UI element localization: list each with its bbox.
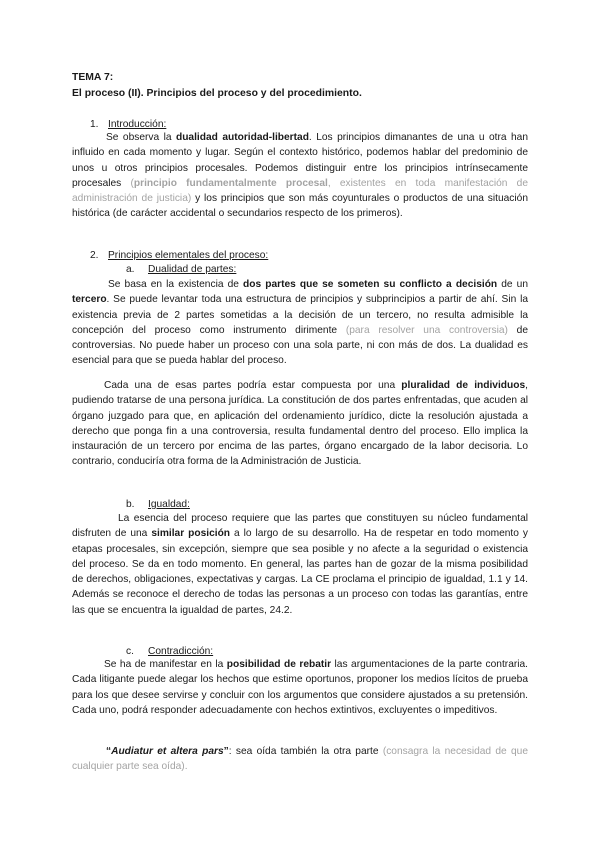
subsection-letter: a.	[126, 264, 135, 275]
paragraph-dualidad-1: Se basa en la existencia de dos partes que se someten su conflicto a decisión de un tercero. Se puede levantar toda una estructura de principios y subprincipios a partir de ahí. Sin la existencia previa de 2 partes sometidas a la decisión de un tercero, no resulta admisible la concepción del proceso como instrumento dirimente (para resolver una controversia) de controversias. No puede haber un proceso con una sola parte, ni con más de dos. La dualidad es esencial para que se pueda hablar del proceso.	[72, 279, 529, 367]
subsection-title: Dualidad de partes:	[148, 264, 237, 275]
subsection-letter: c.	[126, 646, 134, 657]
subsection-title: Contradicción:	[148, 646, 214, 657]
paragraph-igualdad: La esencia del proceso requiere que las partes que constituyen su núcleo fundamental disfruten de una similar posición a lo largo de su desarrollo. Ha de respetar en todo momento y etapas procesales, sin excepción, siempre que sea posible y no afecte a la seguridad o existencia del proceso. Se da en todo momento. En general, las partes han de gozar de la misma posibilidad de derechos, obligaciones, expectativas y cargas. La CE proclama el principio de igualdad, 1.1 y 14. Además se reconoce el derecho de todas las personas a un proceso con todas las garantías, entre las que se encuentra la igualdad de partes, 24.2.	[72, 513, 528, 616]
section-title: Principios elementales del proceso:	[108, 250, 269, 261]
subsection-heading-dualidad	[126, 262, 386, 278]
paragraph-contradiccion: Se ha de manifestar en la posibilidad de rebatir las argumentaciones de la parte contraria. Cada litigante puede alegar los hechos que estime oportunos, proponer los medios lícitos de prueba para los que desee servirse y concluir con los argumentos que considere ajustados a su pretensión. Cada uno, podrá responder adecuadamente con hechos extintivos, excluyentes o impeditivos.	[72, 659, 529, 716]
title-line-1: TEMA 7:	[72, 72, 114, 83]
paragraph-dualidad-2: Cada una de esas partes podría estar compuesta por una pluralidad de individuos, pudiendo tratarse de una persona jurídica. La constitución de dos partes enfrentadas, que acuden al órgano juzgado para que, en aplicación del ordenamiento jurídico, dicte la resolución ajustada a derecho que ponga fin a una controversia, resulta fundamental dentro del proceso. Ello implica la instauración de un tercero por encima de las partes, órgano encargado de la labor decisoria. Lo contrario, conduciría otra forma de la Administración de Justicia.	[72, 380, 528, 468]
subsection-letter: b.	[126, 499, 135, 510]
section-number: 2.	[90, 250, 99, 261]
title-line-2: El proceso (II). Principios del proceso y del procedimiento.	[72, 87, 362, 99]
section-number: 1.	[90, 119, 99, 130]
subsection-title: Igualdad:	[148, 499, 190, 510]
paragraph-introduccion: Se observa la dualidad autoridad-libertad. Los principios dimanantes de una u otra han influido en cada momento y lugar. Según el contexto histórico, podemos hablar del predominio de unos u otros principios procesales. Podemos distinguir entre los principios intrínsecamente procesales (principio fundamentalmente procesal, existentes en toda manifestación de administración de justicia) y los principios que son más coyunturales o productos de una situación histórica (de carácter accidental o secundarios respecto de los primeros).	[72, 132, 528, 220]
paragraph-audiatur: “Audiatur et altera pars”: sea oída también la otra parte (consagra la necesidad de que cualquier parte sea oída).	[72, 746, 528, 773]
document-title	[72, 70, 528, 101]
section-title: Introducción:	[108, 119, 167, 130]
